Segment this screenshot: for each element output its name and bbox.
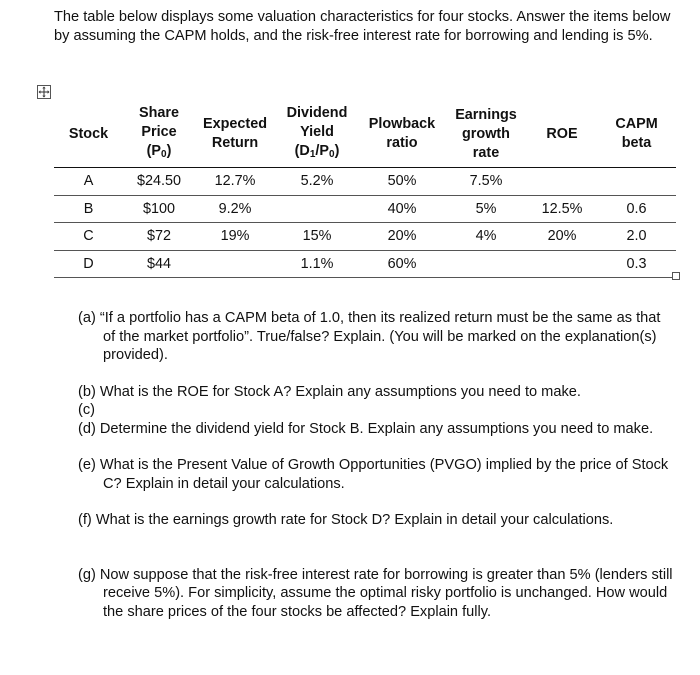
table-cell: D (54, 250, 123, 278)
stock-valuation-table (54, 102, 676, 278)
table-cell (275, 195, 359, 223)
question-d: (d) Determine the dividend yield for Stock B. Explain any assumptions you need to make. (78, 420, 654, 437)
table-cell: 12.7% (195, 168, 275, 196)
table-cell: 0.3 (597, 250, 676, 278)
table-cell: 60% (359, 250, 445, 278)
table-cell: 50% (359, 168, 445, 196)
question-g: (g) Now suppose that the risk-free interest rate for borrowing is greater than 5% (lenders still receive 5%). For simplicity, assume the optimal risky portfolio is unchanged. How would the share prices of the four stocks be affected? Explain fully. (78, 566, 673, 620)
table-cell (597, 168, 676, 196)
table-cell: C (54, 223, 123, 251)
col-header-dividend-yield: Dividend Yield $(D_1/P_0)$ (275, 102, 359, 168)
table-cell: 4% (445, 223, 527, 251)
table-cell: 2.0 (597, 223, 676, 251)
table-cell: 5.2% (275, 168, 359, 196)
table-cell: 20% (359, 223, 445, 251)
table-header-row (54, 102, 676, 168)
col-header-roe: ROE (527, 102, 597, 168)
table-cell: 12.5% (527, 195, 597, 223)
table-cell: 5% (445, 195, 527, 223)
intro-paragraph: The table below displays some valuation characteristics for four stocks. Answer the items below by assuming the CAPM holds, and the risk-free interest rate for borrowing and lending is 5%. (54, 9, 671, 44)
question-b: (b) What is the ROE for Stock A? Explain any assumptions you need to make. (78, 383, 581, 400)
table-cell: 15% (275, 223, 359, 251)
col-header-stock: Stock (54, 102, 123, 168)
question-c: (c) (78, 402, 96, 418)
col-header-plowback-ratio: Plowback ratio (359, 102, 445, 168)
table-row-stock-a (54, 168, 676, 196)
col-header-capm-beta: CAPM beta (597, 102, 676, 168)
table-cell: B (54, 195, 123, 223)
table-cell: 0.6 (597, 195, 676, 223)
table-cell (527, 168, 597, 196)
table-cell: 19% (195, 223, 275, 251)
table-cell: $100 (123, 195, 195, 223)
table-cell (445, 250, 527, 278)
table-resize-handle[interactable] (672, 272, 680, 280)
question-f: (f) What is the earnings growth rate for Stock D? Explain in detail your calculations. (78, 512, 614, 528)
table-row-stock-d (54, 250, 676, 278)
question-e: (e) What is the Present Value of Growth Opportunities (PVGO) implied by the price of Stock C? Explain in detail your calculations. (78, 457, 669, 492)
question-a: (a) “If a portfolio has a CAPM beta of 1.0, then its realized return must be the same as that of the market portfolio”. True/false? Explain. (You will be marked on the explanation(s) provided). (78, 310, 661, 363)
table-cell: $72 (123, 223, 195, 251)
table-move-handle-icon[interactable] (37, 85, 51, 99)
table-row-stock-b (54, 195, 676, 223)
table-cell: $24.50 (123, 168, 195, 196)
col-header-earnings-growth-rate: Earnings growth rate (445, 102, 527, 168)
table-cell (195, 250, 275, 278)
question-list (78, 309, 674, 621)
table-cell: 20% (527, 223, 597, 251)
table-row-stock-c (54, 223, 676, 251)
col-header-share-price: Share Price $(P_0)$ (123, 102, 195, 168)
table-cell: 40% (359, 195, 445, 223)
table-cell: 7.5% (445, 168, 527, 196)
table-cell (527, 250, 597, 278)
table-cell: A (54, 168, 123, 196)
table-cell: 1.1% (275, 250, 359, 278)
col-header-expected-return: Expected Return (195, 102, 275, 168)
table-cell: $44 (123, 250, 195, 278)
table-cell: 9.2% (195, 195, 275, 223)
